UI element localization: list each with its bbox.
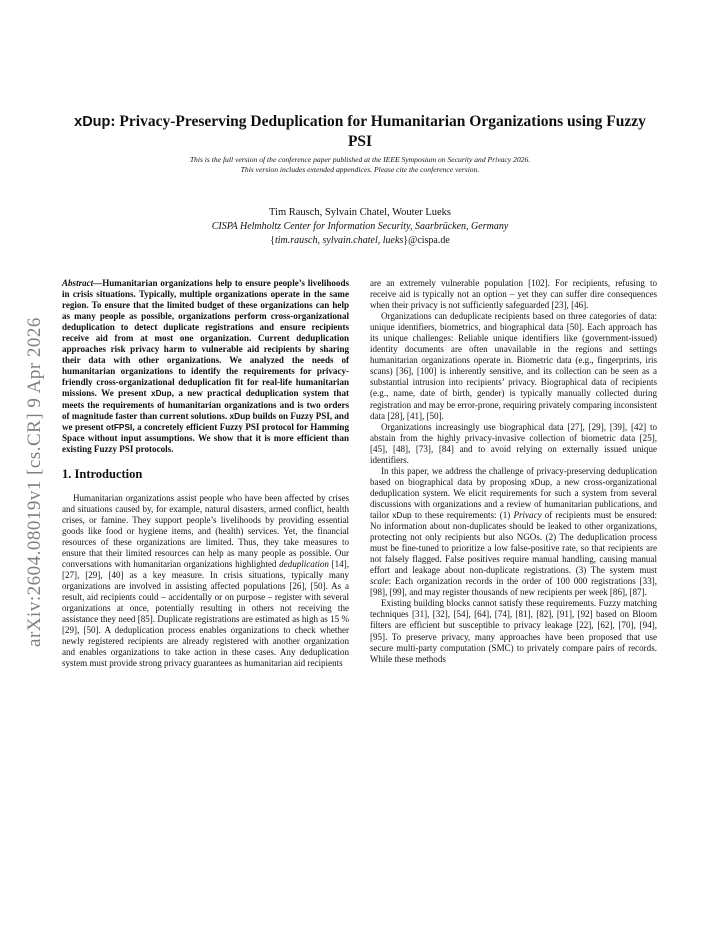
affiliation: CISPA Helmholtz Center for Information Security, Saarbrücken, Germany: [211, 221, 509, 232]
abstract-system-1: xDup: [150, 388, 172, 399]
right-paragraph-4: [370, 466, 657, 599]
intro-text-1: Humanitarian organizations assist people who have been affected by crises and situations caused by, for example, natural disasters, armed conflict, health crises, or famine. They support people’s livelihoods by providing essential goods like food or hygiene items, and (health) services. Yet, the financial resources of these organizations are limited. Thus, they take measures to ensure that their limited resources can help as many people as possible. Our conversations with humanitarian organizations highlighted: [62, 492, 349, 570]
abstract: [62, 278, 349, 455]
right-paragraph-2: Organizations can deduplicate recipients based on three categories of data: unique identifiers, biometrics, and biographical data [50]. Each approach has its unique challenges: Reliable unique identifiers like (government-issued) identity documents are often unavailable in the regions and settings humanitarian organizations operate in. Biometric data (e.g., fingerprints, iris scans) [36], [100] is inherently sensitive, and its collection can be seen as a substantial intrusion into recipients’ privacy. Biographical data of recipients (e.g., name, date of birth, gender) is typically manually collected during registration and may be error-prone, requiring privately comparing inconsistent data [28], [41], [50].: [370, 311, 657, 421]
intro-text-2: [14], [27], [29], [40] as a key measure. In crisis situations, typically many organizations are involved in assisting affected populations [26], [50]. As a result, aid recipients could – accidentally or on purpose – register with several organizations at once, potentially resulting in others not receiving the assistance they need [85]. Duplicate registrations are estimated as high as 15 % [29], [50]. A deduplication process enables organizations to check whether newly registered recipients are already registered with another organization and enables organizations to take action in these cases. Any deduplication system must provide strong privacy guarantees as humanitarian aid recipients: [62, 559, 349, 669]
abstract-system-2: xDup: [229, 410, 251, 421]
paper-title: [70, 112, 650, 152]
section-heading-introduction: 1. Introduction: [62, 466, 143, 481]
right-paragraph-5: Existing building blocks cannot satisfy these requirements. Fuzzy matching techniques [31], [32], [54], [64], [74], [81], [82], [91], [92] based on Bloom filters are efficient but susceptible to privacy leakage [22], [62], [70], [94], [95]. To preserve privacy, many approaches have been proposed that use secure multi-party computation (SMC) to privately compare pairs of records. While these methods: [370, 598, 657, 664]
p4-text-3: to these requirements: (1): [411, 509, 514, 520]
p4-text-1: In this paper, we address the challenge of privacy-preserving deduplication based on biographical data by proposing: [370, 465, 657, 487]
arxiv-sidebar: [16, 262, 54, 702]
right-paragraph-3: Organizations increasingly use biographical data [27], [29], [39], [42] to abstain from the highly privacy-invasive collection of biometric data [25], [45], [48], [73], [84] and to avoid relying on externally issued unique identifiers.: [370, 421, 657, 465]
right-paragraph-1: are an extremely vulnerable population [102]. For recipients, refusing to receive aid is typically not an option – yet they can suffer dire consequences when their privacy is not sufficiently safeguarded [23], [46].: [370, 278, 657, 311]
abstract-text-3: builds on Fuzzy PSI, and we present: [62, 410, 349, 432]
p4-text-4: of recipients must be ensured: No information about non-duplicates should be leaked to other organizations, protecting not only recipients but also NGOs. (2) The deduplication process must be fine-tuned to prioritize a low false-positive rate, so that recipients are not falsely flagged. False positives require manual handling, causing manual effort and leakage about non-duplicate registrations. (3) The system must: [370, 509, 657, 576]
email-domain: @cispa.de: [408, 235, 450, 246]
abstract-label: Abstract: [62, 278, 94, 288]
p4-system-1: xDup: [530, 476, 550, 487]
intro-emphasis: deduplication: [279, 559, 329, 570]
email-names: tim.rausch, sylvain.chatel, lueks: [274, 235, 404, 246]
p4-text-2: , a new cross-organizational deduplication system. We elicit requirements for such a system from several discussions with organizations and a review of humanitarian publications, and tailor: [370, 476, 657, 520]
right-column: [370, 278, 657, 665]
arxiv-identifier: arXiv:2604.08019v1 [cs.CR] 9 Apr 2026: [24, 317, 45, 647]
version-note-line-2: This version includes extended appendices. Please cite the conference version.: [240, 165, 480, 174]
author-emails: {tim.rausch, sylvain.chatel, lueks}@cispa.de: [270, 235, 450, 246]
abstract-text-1: —Humanitarian organizations help to ensure people’s livelihoods in crisis situations. Typically, multiple organizations operate in the same region. To ensure that the limited budget of these organizations can help as many people as possible, organizations perform cross-organizational deduplication to detect duplicate registrations and ensure recipients receive aid from at most one organization. Current deduplication approaches risk privacy harm to vulnerable aid recipients by sharing their data with other organizations. We analyzed the needs of humanitarian organizations to identify the requirements for privacy-friendly cross-organizational deduplication fit for real-life humanitarian missions. We present: [62, 278, 349, 399]
p4-emphasis-privacy: Privacy: [513, 509, 542, 520]
abstract-text-2: , a new practical deduplication system that meets the requirements of humanitarian organizations and is two orders of magnitude faster than current solutions.: [62, 388, 349, 421]
author-list: Tim Rausch, Sylvain Chatel, Wouter Lueks: [268, 207, 452, 218]
title-text: : Privacy-Preserving Deduplication for Humanitarian Organizations using Fuzzy PSI: [110, 113, 646, 150]
p4-text-5: : Each organization records in the order of 100 000 registrations [33], [98], [99], and may register thousands of new recipients per week [86], [87].: [370, 576, 657, 598]
version-note: [90, 155, 630, 175]
p4-system-2: xDup: [392, 509, 412, 520]
version-note-line-1: This is the full version of the conference paper published at the IEEE Symposium on Security and Privacy 2026.: [189, 155, 531, 164]
left-column: [62, 278, 349, 670]
abstract-protocol-name: otFPSI: [106, 421, 133, 432]
intro-paragraph-1: [62, 493, 349, 670]
title-system-name: xDup: [74, 114, 111, 130]
abstract-text-4: , a concretely efficient Fuzzy PSI protocol for Hamming Space without input assumptions. We show that it is more efficient than existing Fuzzy PSI protocols.: [62, 421, 349, 454]
p4-emphasis-scale: scale: [370, 576, 389, 587]
